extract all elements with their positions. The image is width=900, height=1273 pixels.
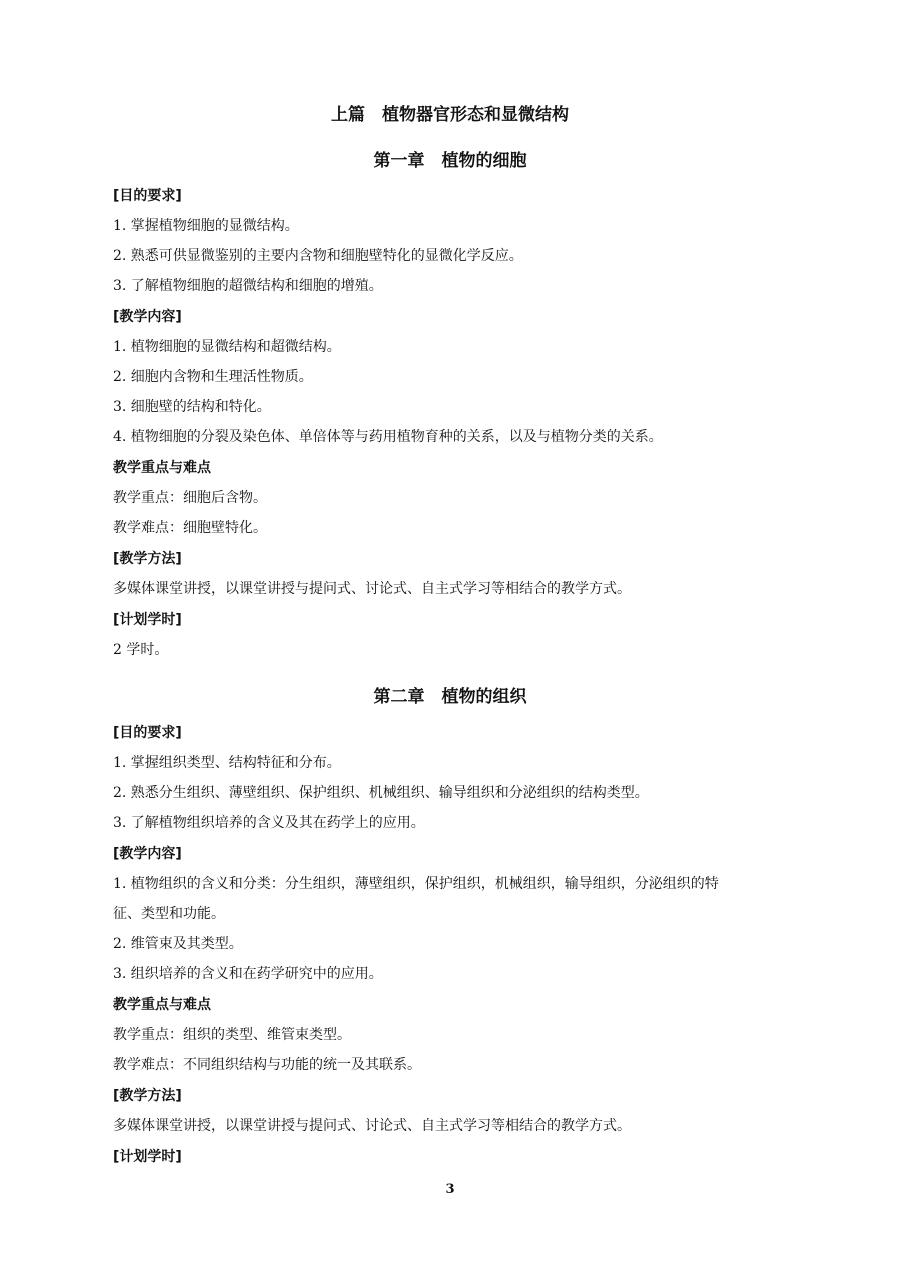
ch1-objective-item: 2. 熟悉可供显微鉴别的主要内含物和细胞壁特化的显微化学反应。 xyxy=(113,248,523,264)
ch1-method: 多媒体课堂讲授，以课堂讲授与提问式、讨论式、自主式学习等相结合的教学方式。 xyxy=(113,581,631,597)
ch1-objective-item: 1. 掌握植物细胞的显微结构。 xyxy=(113,218,299,234)
ch1-key-point: 教学重点：细胞后含物。 xyxy=(113,490,267,506)
ch1-hours-heading: [计划学时] xyxy=(113,612,182,628)
chapter-1-title: 第一章 植物的细胞 xyxy=(373,151,527,171)
part-title: 上篇 植物器官形态和显微结构 xyxy=(331,105,569,125)
ch2-method-heading: [教学方法] xyxy=(113,1088,182,1104)
ch2-objective-item: 2. 熟悉分生组织、薄壁组织、保护组织、机械组织、输导组织和分泌组织的结构类型。 xyxy=(113,785,649,801)
ch1-content-item: 2. 细胞内含物和生理活性物质。 xyxy=(113,369,313,385)
ch2-content-item: 1. 植物组织的含义和分类：分生组织，薄壁组织，保护组织，机械组织，输导组织，分泌组织的特 xyxy=(113,876,719,892)
ch2-objectives-heading: [目的要求] xyxy=(113,725,182,741)
ch2-method: 多媒体课堂讲授，以课堂讲授与提问式、讨论式、自主式学习等相结合的教学方式。 xyxy=(113,1118,631,1134)
ch1-content-heading: [教学内容] xyxy=(113,309,182,325)
page-number: 3 xyxy=(445,1182,455,1197)
ch2-keypoints-heading: 教学重点与难点 xyxy=(113,997,211,1013)
ch1-content-item: 4. 植物细胞的分裂及染色体、单倍体等与药用植物育种的关系，以及与植物分类的关系。 xyxy=(113,429,663,445)
ch2-content-item: 征、类型和功能。 xyxy=(113,906,225,922)
ch1-objectives-heading: [目的要求] xyxy=(113,188,182,204)
ch1-objective-item: 3. 了解植物细胞的超微结构和细胞的增殖。 xyxy=(113,278,383,294)
ch2-hours-heading: [计划学时] xyxy=(113,1149,182,1165)
ch1-keypoints-heading: 教学重点与难点 xyxy=(113,460,211,476)
ch2-key-point: 教学重点：组织的类型、维管束类型。 xyxy=(113,1027,351,1043)
chapter-2-title: 第二章 植物的组织 xyxy=(373,687,527,707)
ch2-content-item: 2. 维管束及其类型。 xyxy=(113,936,243,952)
ch1-content-item: 1. 植物细胞的显微结构和超微结构。 xyxy=(113,339,341,355)
ch1-method-heading: [教学方法] xyxy=(113,551,182,567)
ch1-content-item: 3. 细胞壁的结构和特化。 xyxy=(113,399,271,415)
ch2-objective-item: 1. 掌握组织类型、结构特征和分布。 xyxy=(113,755,341,771)
ch2-objective-item: 3. 了解植物组织培养的含义及其在药学上的应用。 xyxy=(113,815,425,831)
ch2-difficulty: 教学难点：不同组织结构与功能的统一及其联系。 xyxy=(113,1057,421,1073)
ch2-content-heading: [教学内容] xyxy=(113,846,182,862)
ch1-difficulty: 教学难点：细胞壁特化。 xyxy=(113,520,267,536)
ch2-content-item: 3. 组织培养的含义和在药学研究中的应用。 xyxy=(113,966,383,982)
ch1-hours: 2 学时。 xyxy=(113,642,169,658)
